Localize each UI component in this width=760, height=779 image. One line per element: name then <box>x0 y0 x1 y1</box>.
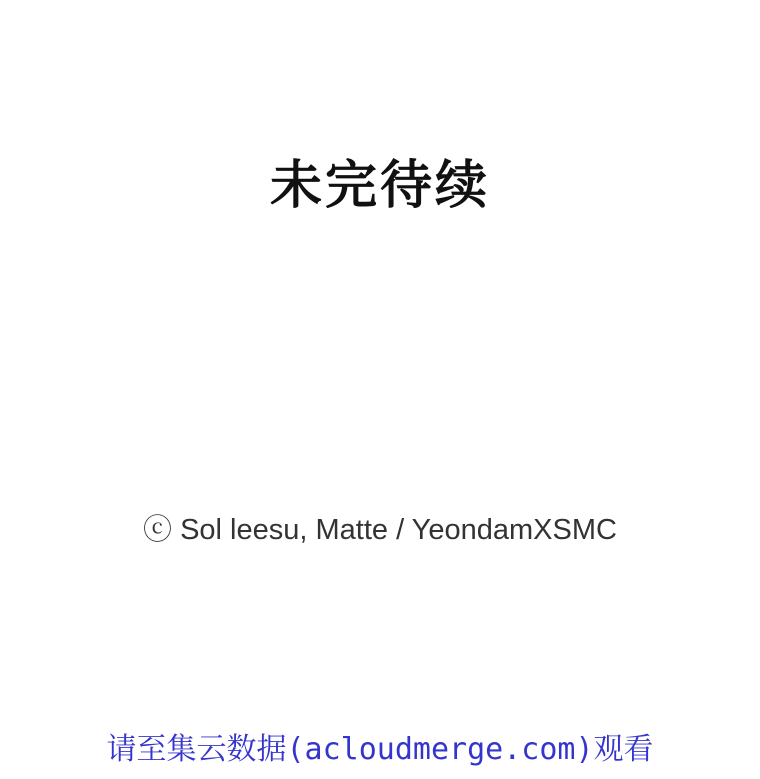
watermark-site-url-text: 请至集云数据(acloudmerge.com)观看 <box>106 732 654 767</box>
to-be-continued-title: 未完待续 <box>269 155 490 216</box>
copyright-credit-line: ⓒ Sol leesu, Matte / YeondamXSMC <box>143 514 617 546</box>
